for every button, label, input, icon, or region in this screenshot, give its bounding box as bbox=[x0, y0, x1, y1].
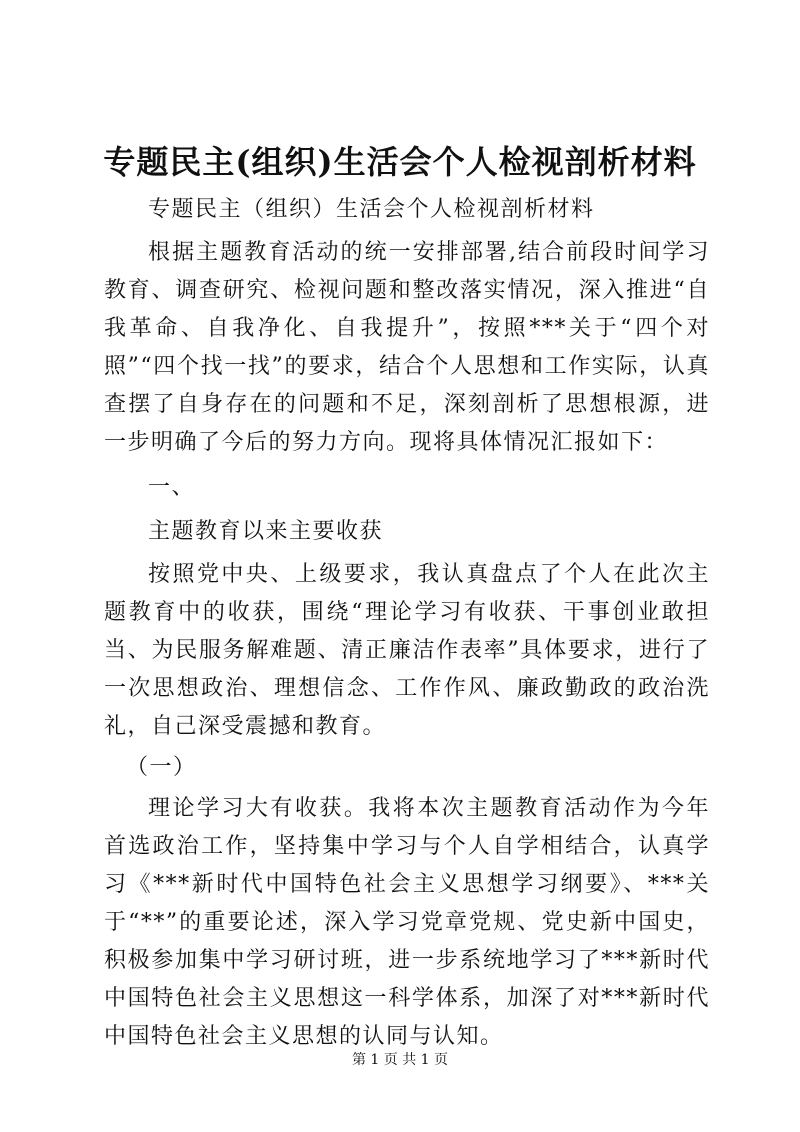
document-title: 专题民主(组织)生活会个人检视剖析材料 bbox=[103, 143, 697, 181]
page-footer: 第 1 页 共 1 页 bbox=[351, 1052, 449, 1068]
document-body bbox=[104, 190, 710, 1056]
section-heading: 主题教育以来主要收获 bbox=[148, 519, 384, 544]
section-number: 一、 bbox=[148, 475, 196, 500]
subsection-paragraph: 理论学习大有收获。我将本次主题教育活动作为今年首选政治工作，坚持集中学习与个人自学相结合，认真学习《***新时代中国特色社会主义思想学习纲要》、***关于“**”的重要论述，深入学习党章党规、党史新中国史，积极参加集中学习研讨班，进一步系统地学习了***新时代中国特色社会主义思想这一科学体系，加深了对***新时代中国特色社会主义思想的认同与认知。 bbox=[104, 796, 710, 1049]
intro-paragraph: 根据主题教育活动的统一安排部署,结合前段时间学习教育、调查研究、检视问题和整改落实情况，深入推进“自我革命、自我净化、自我提升”，按照***关于“四个对照”“四个找一找”的要求，结合个人思想和工作实际，认真查摆了自身存在的问题和不足，深刻剖析了思想根源，进一步明确了今后的努力方向。现将具体情况汇报如下： bbox=[104, 240, 710, 455]
subsection-number: （一） bbox=[126, 755, 197, 780]
document-subtitle: 专题民主（组织）生活会个人检视剖析材料 bbox=[148, 197, 595, 222]
section-paragraph: 按照党中央、上级要求，我认真盘点了个人在此次主题教育中的收获，围绕“理论学习有收获、干事创业敢担当、为民服务解难题、清正廉洁作表率”具体要求，进行了一次思想政治、理想信念、工作作风、廉政勤政的政治洗礼，自己深受震撼和教育。 bbox=[104, 562, 710, 739]
